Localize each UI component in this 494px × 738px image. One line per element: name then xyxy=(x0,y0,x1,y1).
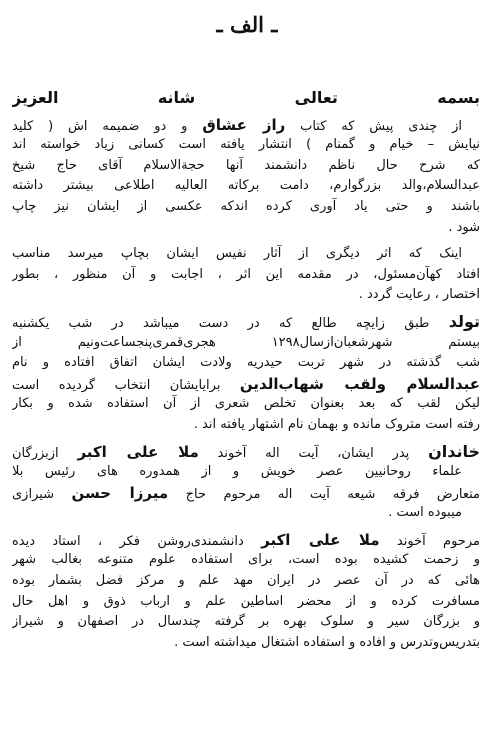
emphasized-text: میرزا حسن xyxy=(71,483,169,502)
text-line xyxy=(12,353,480,374)
text-run: اینک که اثر دیگری از آثار نفیس ایشان بچاپ میرسد مناسب xyxy=(12,246,462,262)
text-run: برایایشان انتخاب گردیده است xyxy=(12,377,240,393)
text-line xyxy=(12,633,480,654)
text-line xyxy=(12,592,480,613)
text-run: متعارض فرقه شیعه آیت اله مرحوم حاج xyxy=(168,486,480,502)
text-line xyxy=(12,483,480,504)
text-run: پدر ایشان، آیت اله آخوند xyxy=(198,445,429,461)
text-line xyxy=(12,503,480,524)
text-line xyxy=(12,176,480,197)
text-line xyxy=(12,442,480,463)
text-line xyxy=(12,374,480,395)
text-run: مرحوم آخوند xyxy=(379,533,480,549)
emphasized-text: بسمه تعالی شانه العزیز xyxy=(12,88,480,107)
text-run: علماء روحانیین عصر خویش و از همدوره های رئیس بلا xyxy=(12,464,462,480)
emphasized-text: عبدالسلام ولقب شهاب‌الدین xyxy=(239,374,480,393)
text-run: طبق زایچه طالع که در دست میباشد در شب یکشنبه xyxy=(12,315,449,331)
text-line xyxy=(12,244,480,265)
text-run: رفته است متروک مانده و بهمان نام اشتهار یافته اند . xyxy=(193,416,480,432)
text-run: شب گذشته در شهر تربت حیدریه ولادت ایشان اتفاق افتاده و نام xyxy=(12,355,480,371)
document-heading xyxy=(12,88,480,109)
text-line xyxy=(12,285,480,306)
text-run: مسافرت کرده و از محضر اساطین علم و ارباب ذوق و اهل حال xyxy=(12,593,480,609)
text-run: که شرح حال ناظم دانشمند آنها حجةالاسلام آقای حاج شیخ xyxy=(12,157,480,173)
text-run: اختصار ، رعایت گردد . xyxy=(358,287,480,303)
text-line xyxy=(12,462,480,483)
text-line xyxy=(12,415,480,436)
text-line xyxy=(12,550,480,571)
text-line xyxy=(12,265,480,286)
page-folio: ـ الف ـ xyxy=(216,12,278,37)
text-run: بتدریس‌وتدرس و افاده و استفاده اشتغال میداشته است . xyxy=(174,634,480,650)
text-run: بیستم شهرشعبان‌ازسال۱۲۹۸ هجری‌قمری‌پنجساعت‌ونیم از xyxy=(12,334,480,350)
text-line xyxy=(12,312,480,333)
text-run: و بزرگان سیر و سلوک بهره بر گرفته چندسال در اصفهان و شیراز xyxy=(12,614,480,630)
text-run: نیایش – خیام و گمنام ) انتشار یافته است کسانی زیاد خواسته اند xyxy=(12,137,480,153)
text-line xyxy=(12,612,480,633)
text-run: از چندی پیش که کتاب xyxy=(285,118,462,134)
text-run: شیرازی xyxy=(12,486,72,502)
emphasized-text: تولد xyxy=(448,311,480,331)
emphasized-text: ملا علی اکبر xyxy=(261,530,380,549)
text-run: ازبزرگان xyxy=(12,445,78,461)
text-line xyxy=(12,571,480,592)
emphasized-text: راز عشاق xyxy=(202,115,286,134)
emphasized-text: خاندان xyxy=(428,441,480,461)
text-run: عبدالسلام،والد بزرگوارم، دامت برکاته العالیه اطلاعی بیشتر داشته xyxy=(12,178,480,194)
text-line xyxy=(12,394,480,415)
text-line xyxy=(12,135,480,156)
text-line xyxy=(12,218,480,239)
text-line xyxy=(12,156,480,177)
document-body xyxy=(12,88,480,653)
text-run: لیکن لقب که بعد بعنوان تخلص شعری از آن استفاده شده و بکار xyxy=(12,396,480,412)
text-run: دانشمندی‌روشن فکر ، استاد دیده xyxy=(12,533,262,549)
emphasized-text: ملا علی اکبر xyxy=(77,442,199,461)
text-run: هائی که در آن عصر در ایران مهد علم و مرکز فضل بشمار بوده xyxy=(12,573,480,589)
text-line xyxy=(12,333,480,354)
text-run: شود . xyxy=(448,219,480,235)
text-run: باشند و حتی یاد آوری کرده اندکه عکسی از ایشان نیز چاپ xyxy=(12,198,480,214)
text-run: و دو ضمیمه اش ( کلید xyxy=(12,118,203,134)
text-run: و زحمت کشیده بوده است، برای استفاده علوم متنوعه بغالب شهر xyxy=(12,552,480,568)
text-run: افتاد کهآن‌مسئول، در مقدمه این اثر ، اجابت و آن منظور ، بطور xyxy=(12,266,480,282)
text-line xyxy=(12,197,480,218)
text-run: میبوده است . xyxy=(388,505,462,521)
text-line xyxy=(12,115,480,136)
text-line xyxy=(12,530,480,551)
